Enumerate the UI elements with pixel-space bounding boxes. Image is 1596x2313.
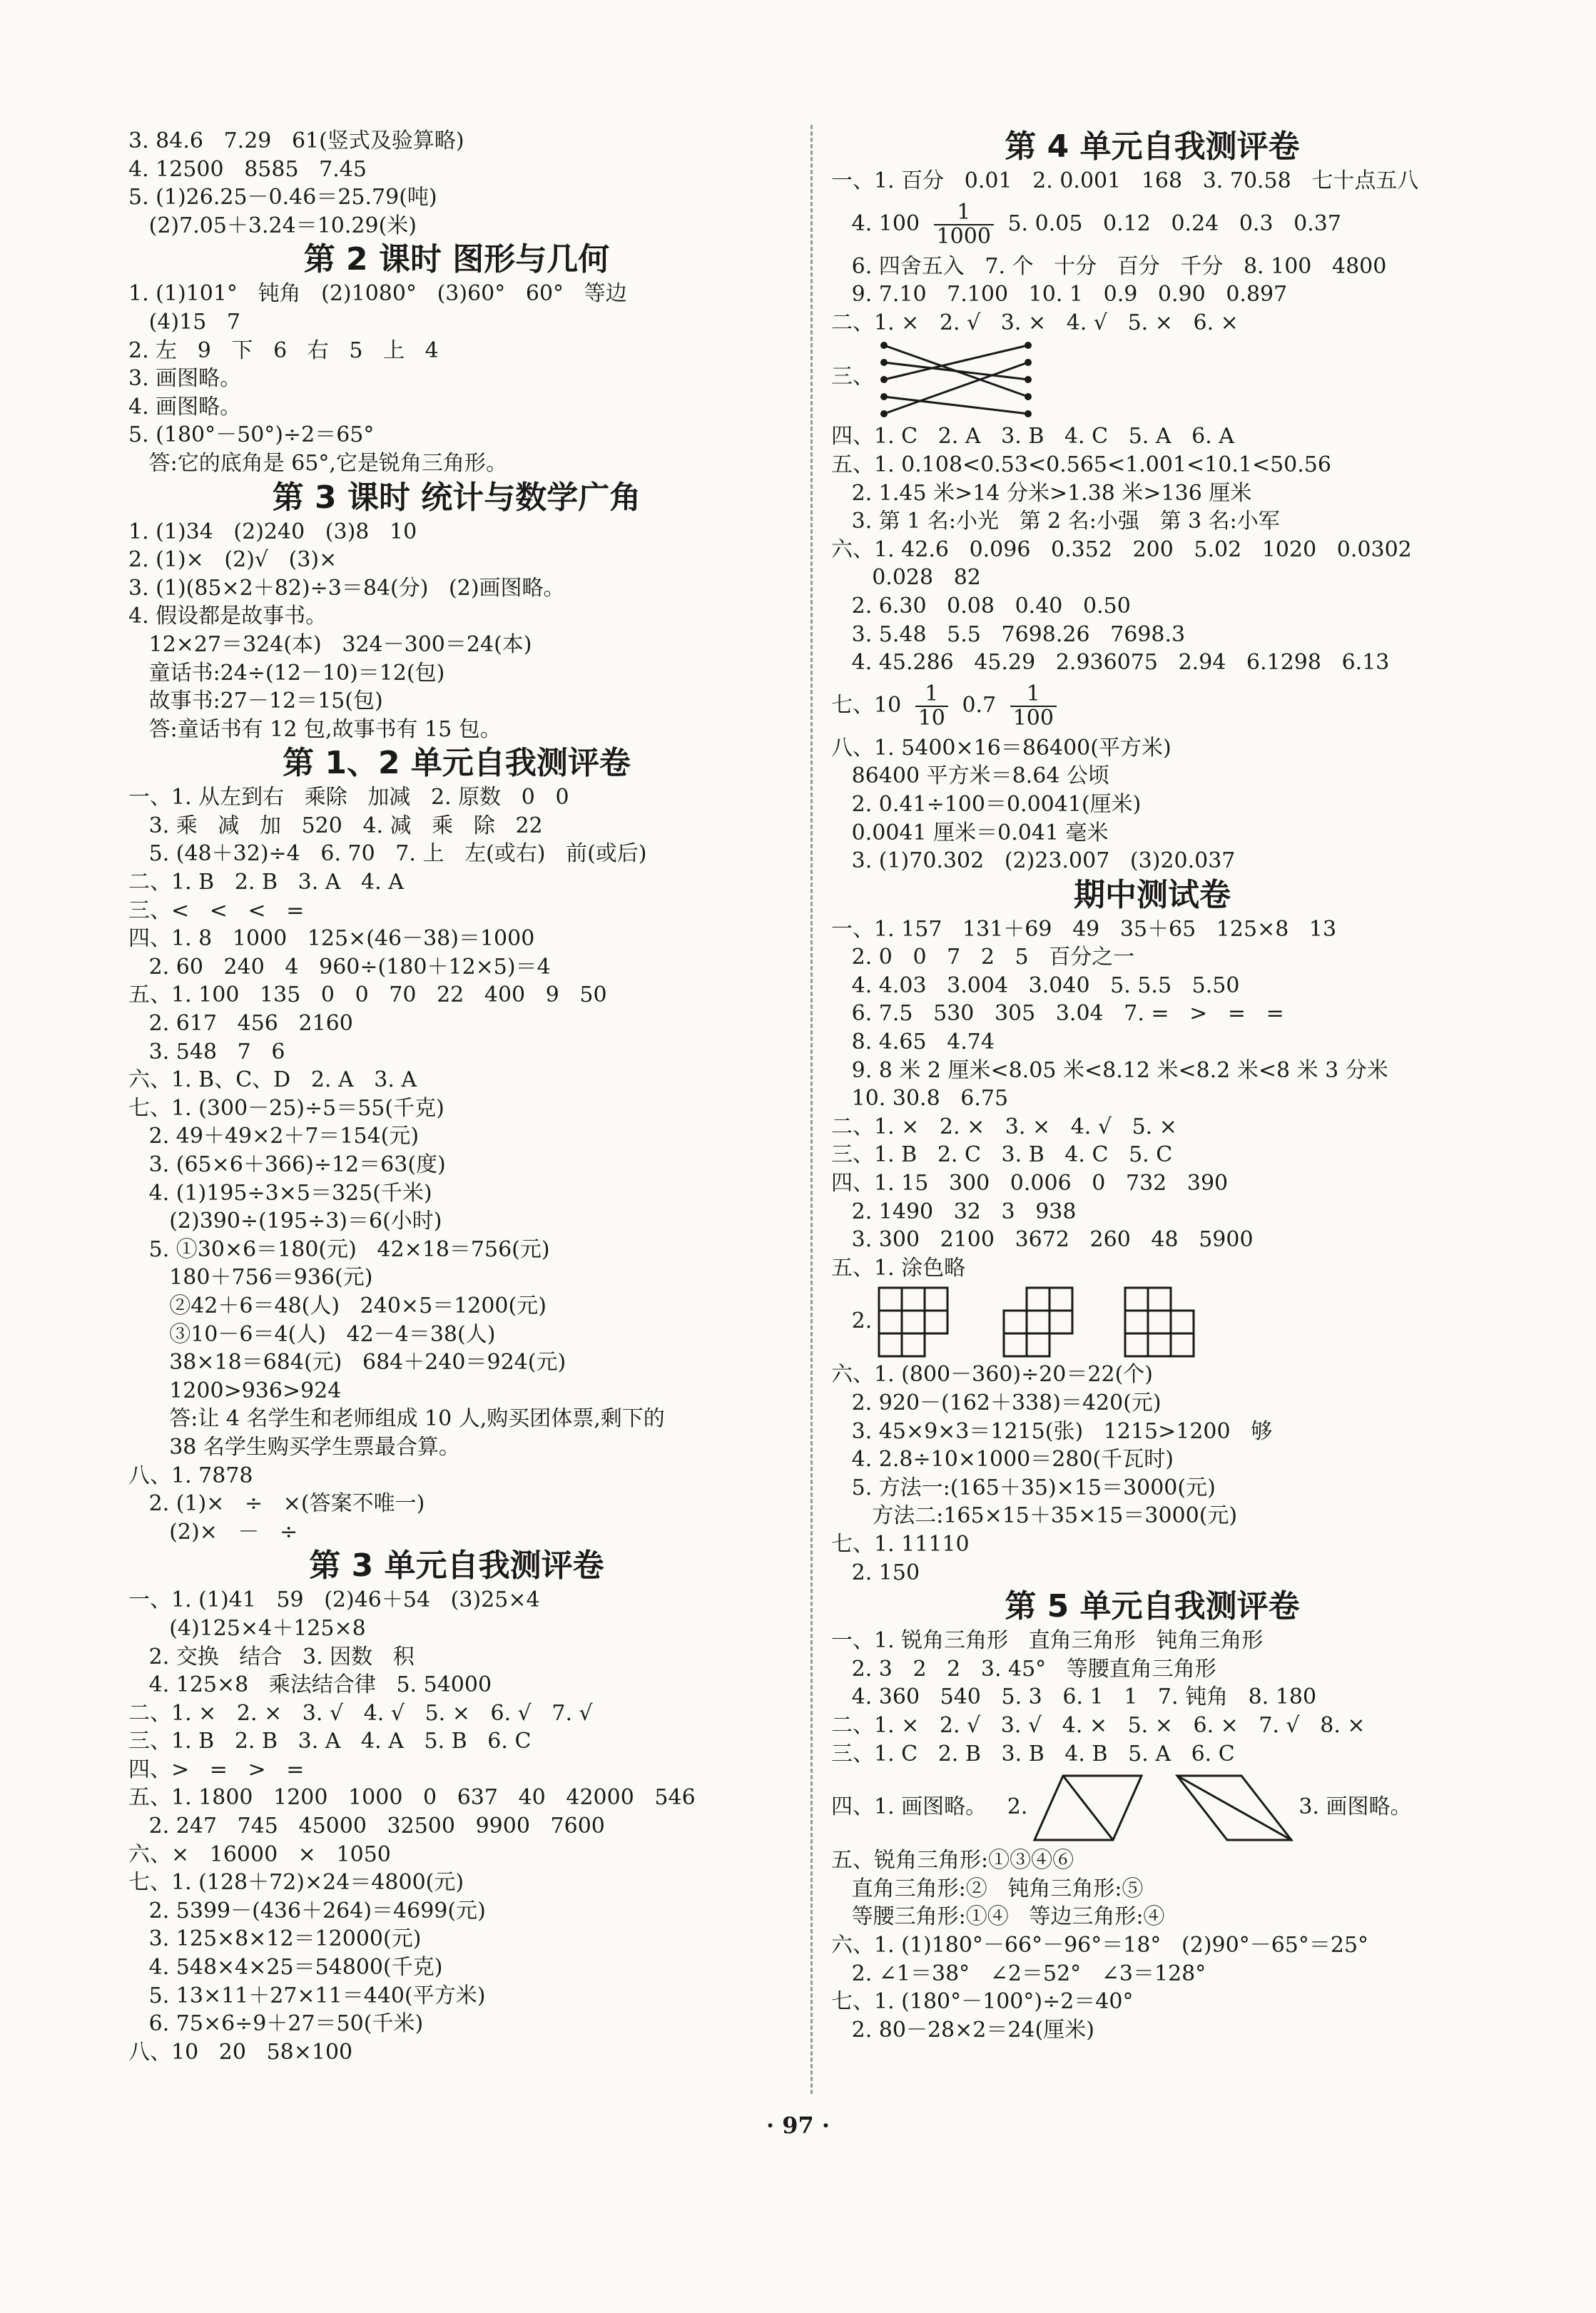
answer-text: 2.	[831, 1308, 873, 1334]
answer-line: ②42＋6＝48(人) 240×5＝1200(元)	[128, 1293, 547, 1318]
answer-line: 5. (180°－50°)÷2＝65°	[128, 422, 375, 448]
grid-cell	[925, 1311, 947, 1333]
answer-line: 2. 0.41÷100＝0.0041(厘米)	[831, 791, 1142, 817]
answer-text: 4. 100	[831, 210, 927, 236]
fraction-numerator: 1	[915, 683, 948, 707]
answer-line: 六、× 16000 × 1050	[128, 1841, 391, 1867]
matching-dot	[880, 376, 888, 383]
grid-cell	[1148, 1288, 1171, 1311]
answer-line: 4. 548×4×25＝54800(千克)	[128, 1955, 443, 1981]
page-number: · 97 ·	[766, 2112, 830, 2139]
answer-line: 二、1. × 2. √ 3. × 4. √ 5. × 6. ×	[831, 310, 1239, 335]
answer-line: 1. (1)34 (2)240 (3)8 10	[128, 519, 417, 544]
answer-line: 2. 0 0 7 2 5 百分之一	[831, 945, 1135, 970]
answer-line: 9. 8 米 2 厘米<8.05 米<8.12 米<8.2 米<8 米 3 分米	[831, 1057, 1388, 1083]
answer-line: 一、1. 锐角三角形 直角三角形 钝角三角形	[831, 1628, 1264, 1654]
answer-line: 八、1. 5400×16＝86400(平方米)	[831, 735, 1171, 761]
answer-line: 三、< < < =	[128, 898, 305, 923]
answer-line: 5. 13×11＋27×11＝440(平方米)	[128, 1983, 486, 2008]
answer-line: 六、1. (800－360)÷20＝22(个)	[831, 1362, 1153, 1388]
answer-line: 方法二:165×15＋35×15＝3000(元)	[831, 1503, 1238, 1529]
grid-cell	[902, 1333, 925, 1356]
grid-cell	[1171, 1311, 1194, 1333]
answer-line: 38×18＝684(元) 684＋240＝924(元)	[128, 1350, 566, 1376]
fraction-denominator: 10	[918, 705, 945, 731]
answer-line: 三、1. C 2. B 3. B 4. B 5. A 6. C	[831, 1741, 1235, 1766]
grid-cell	[1004, 1333, 1027, 1356]
answer-line: (4)125×4＋125×8	[128, 1615, 366, 1641]
answer-line: 10. 30.8 6.75	[831, 1086, 1009, 1112]
fraction	[934, 201, 994, 248]
answer-line: 二、1. × 2. √ 3. √ 4. × 5. × 6. × 7. √ 8. ×	[831, 1712, 1366, 1738]
answer-line: 八、10 20 58×100	[128, 2039, 353, 2065]
grid-cell	[879, 1311, 902, 1333]
column-divider	[810, 125, 813, 2094]
answer-text: 3. 画图略。	[1298, 1794, 1412, 1820]
answer-line: 八、1. 7878	[128, 1463, 253, 1488]
answer-line: 3. 84.6 7.29 61(竖式及验算略)	[128, 128, 464, 153]
answer-line: 3. 乘 减 加 520 4. 减 乘 除 22	[128, 813, 543, 838]
section-heading: 第 1、2 单元自我测评卷	[283, 745, 631, 782]
parallelogram-drawings	[1027, 1769, 1298, 1847]
answer-line: 180＋756＝936(元)	[128, 1265, 373, 1291]
answer-line: 2. ∠1＝38° ∠2＝52° ∠3＝128°	[831, 1961, 1206, 1986]
grid-cell	[1027, 1333, 1049, 1356]
matching-dot	[1025, 342, 1032, 349]
answer-line: 三、1. B 2. C 3. B 4. C 5. C	[831, 1142, 1173, 1168]
answer-line: 一、1. 157 131＋69 49 35＋65 125×8 13	[831, 916, 1337, 942]
grid-cell	[1148, 1333, 1171, 1356]
answer-line: 3. (1)70.302 (2)23.007 (3)20.037	[831, 848, 1236, 874]
fraction-denominator: 1000	[936, 223, 991, 249]
left-column	[128, 127, 785, 2066]
drawing-answer	[831, 1768, 1473, 1846]
answer-line: 六、1. 42.6 0.096 0.352 200 5.02 1020 0.0302	[831, 537, 1412, 562]
parallelogram-shape	[1177, 1776, 1291, 1840]
answer-line: 2. 5399－(436＋264)＝4699(元)	[128, 1898, 486, 1923]
answer-line: 2. 617 456 2160	[128, 1011, 353, 1037]
answer-line: 五、1. 1800 1200 1000 0 637 40 42000 546	[128, 1785, 696, 1811]
answer-line: 四、1. 8 1000 125×(46－38)＝1000	[128, 926, 535, 952]
answer-line: 故事书:27－12＝15(包)	[128, 688, 383, 714]
answer-line: 答:让 4 名学生和老师组成 10 人,购买团体票,剩下的	[128, 1406, 665, 1432]
grid-cell	[879, 1333, 902, 1356]
answer-line: 2. 左 9 下 6 右 5 上 4	[128, 337, 439, 363]
section-heading: 第 3 课时 统计与数学广角	[272, 479, 641, 516]
answer-line: 二、1. B 2. B 3. A 4. A	[128, 870, 404, 895]
answer-line: 6. 75×6÷9＋27＝50(千米)	[128, 2011, 424, 2037]
answer-line-with-fraction	[831, 195, 1473, 253]
answer-line: 1. (1)101° 钝角 (2)1080° (3)60° 60° 等边	[128, 281, 627, 307]
answer-line: 一、1. (1)41 59 (2)46＋54 (3)25×4	[128, 1587, 540, 1613]
answer-line: 86400 平方米＝8.64 公顷	[831, 763, 1109, 789]
answer-line: 2. 60 240 4 960÷(180＋12×5)＝4	[128, 954, 551, 980]
answer-line: 五、1. 涂色略	[831, 1255, 966, 1281]
section-heading: 第 4 单元自我测评卷	[1005, 128, 1300, 165]
answer-line: 9. 7.10 7.100 10. 1 0.9 0.90 0.897	[831, 282, 1288, 307]
right-column	[831, 127, 1473, 2044]
matching-dot	[1025, 393, 1032, 400]
answer-line: 0.028 82	[831, 565, 981, 591]
answer-line: 2. 1.45 米>14 分米>1.38 米>136 厘米	[831, 480, 1252, 506]
answer-line: 二、1. × 2. × 3. × 4. √ 5. ×	[831, 1114, 1177, 1139]
answer-line: 3. 画图略。	[128, 366, 242, 392]
matching-answer	[831, 337, 1473, 422]
answer-line: 3. 300 2100 3672 260 48 5900	[831, 1227, 1254, 1253]
answer-line: 4. 4.03 3.004 3.040 5. 5.5 5.50	[831, 972, 1240, 998]
answer-line: 3. (1)(85×2＋82)÷3＝84(分) (2)画图略。	[128, 575, 565, 601]
answer-line: 五、锐角三角形:①③④⑥	[831, 1848, 1074, 1874]
answer-line: 2. 6.30 0.08 0.40 0.50	[831, 593, 1131, 619]
answer-line: 3. 548 7 6	[128, 1039, 285, 1064]
answer-line: 答:童话书有 12 包,故事书有 15 包。	[128, 716, 502, 742]
answer-line: 2. (1)× ÷ ×(答案不唯一)	[128, 1491, 425, 1517]
answer-line: 4. 125×8 乘法结合律 5. 54000	[128, 1672, 492, 1698]
answer-line: 五、1. 100 135 0 0 70 22 400 9 50	[128, 982, 607, 1008]
answer-line: 2. 3 2 2 3. 45° 等腰直角三角形	[831, 1656, 1216, 1682]
answer-line: 2. 150	[831, 1560, 920, 1585]
answer-line: 等腰三角形:①④ 等边三角形:④	[831, 1904, 1165, 1930]
grid-cell	[1049, 1288, 1072, 1311]
answer-line: 2. 交换 结合 3. 因数 积	[128, 1644, 415, 1669]
answer-line: (4)15 7	[128, 309, 240, 335]
answer-line: 38 名学生购买学生票最合算。	[128, 1434, 460, 1460]
grid-cell	[1027, 1311, 1049, 1333]
answer-line: 12×27＝324(本) 324－300＝24(本)	[128, 631, 532, 657]
answer-line: 2. 920－(162＋338)＝420(元)	[831, 1391, 1162, 1415]
matching-dot	[880, 393, 888, 400]
section-heading: 第 5 单元自我测评卷	[1005, 1588, 1300, 1625]
answer-line: (2)7.05＋3.24＝10.29(米)	[128, 213, 417, 238]
answer-line: 2. 49＋49×2＋7＝154(元)	[128, 1124, 420, 1149]
answer-line: 答:它的底角是 65°,它是锐角三角形。	[128, 450, 507, 476]
answer-text: 0.7	[955, 692, 1003, 718]
matching-dot	[880, 359, 888, 366]
fraction	[915, 683, 948, 730]
answer-line: 四、1. C 2. A 3. B 4. C 5. A 6. A	[831, 424, 1234, 449]
grid-answer	[831, 1282, 1473, 1361]
fraction	[1010, 683, 1057, 730]
answer-line: 七、1. (180°－100°)÷2＝40°	[831, 1989, 1134, 2015]
answer-line: 4. 12500 8585 7.45	[128, 156, 367, 182]
matching-dot	[880, 342, 888, 349]
grid-cell	[1148, 1311, 1171, 1333]
answer-line: 0.0041 厘米＝0.041 毫米	[831, 820, 1109, 845]
matching-line	[884, 345, 1028, 380]
answer-line: 4. 画图略。	[128, 394, 242, 420]
answer-line: 七、1. (128＋72)×24＝4800(元)	[128, 1870, 464, 1896]
answer-line: 五、1. 0.108<0.53<0.565<1.001<10.1<50.56	[831, 452, 1331, 477]
answer-text: 四、1. 画图略。 2.	[831, 1794, 1028, 1820]
answer-line: 4. 45.286 45.29 2.936075 2.94 6.1298 6.13	[831, 650, 1390, 676]
answer-line: 四、1. 15 300 0.006 0 732 390	[831, 1171, 1229, 1196]
answer-line: 3. 45×9×3＝1215(张) 1215>1200 够	[831, 1418, 1273, 1444]
grid-cell	[1027, 1288, 1049, 1311]
fraction-numerator: 1	[1010, 683, 1057, 707]
section-heading: 期中测试卷	[1074, 876, 1231, 913]
answer-line: 2. 1490 32 3 938	[831, 1199, 1077, 1224]
matching-dot	[1025, 359, 1032, 366]
fraction-numerator: 1	[934, 201, 994, 225]
matching-dot	[1025, 376, 1032, 383]
answer-line: 2. (1)× (2)√ (3)×	[128, 547, 337, 573]
answer-line: 3. 5.48 5.5 7698.26 7698.3	[831, 621, 1186, 647]
answer-text: 七、10	[831, 692, 908, 718]
answer-line: 3. 第 1 名:小光 第 2 名:小强 第 3 名:小军	[831, 509, 1280, 534]
grid-cell	[1125, 1333, 1148, 1356]
answer-line: 8. 4.65 4.74	[831, 1030, 995, 1055]
answer-line: 六、1. B、C、D 2. A 3. A	[128, 1067, 417, 1093]
section-heading: 第 2 课时 图形与几何	[303, 241, 610, 278]
grid-cell	[1049, 1311, 1072, 1333]
answer-line: 3. (65×6＋366)÷12＝63(度)	[128, 1152, 446, 1177]
answer-line: 4. 2.8÷10×1000＝280(千瓦时)	[831, 1447, 1174, 1473]
grid-cell	[925, 1288, 947, 1311]
answer-line: (2)× － ÷	[128, 1519, 298, 1545]
answer-line: 4. (1)195÷3×5＝325(千米)	[128, 1180, 432, 1206]
answer-line: 七、1. 11110	[831, 1531, 970, 1557]
answer-line: ③10－6＝4(人) 42－4＝38(人)	[128, 1321, 496, 1347]
grid-cell	[879, 1288, 902, 1311]
matching-dot	[1025, 410, 1032, 417]
answer-line: 六、1. (1)180°－66°－96°＝18° (2)90°－65°＝25°	[831, 1932, 1369, 1958]
answer-line: 5. ①30×6＝180(元) 42×18＝756(元)	[128, 1236, 550, 1262]
answer-line: 二、1. × 2. × 3. √ 4. √ 5. × 6. √ 7. √	[128, 1700, 593, 1726]
answer-line: 童话书:24÷(12－10)＝12(包)	[128, 660, 445, 686]
answer-text: 5. 0.05 0.12 0.24 0.3 0.37	[1000, 210, 1341, 236]
grid-cell	[902, 1288, 925, 1311]
grid-cell	[1125, 1288, 1148, 1311]
answer-line: 6. 7.5 530 305 3.04 7. = > = =	[831, 1001, 1284, 1027]
answer-line: (2)390÷(195÷3)＝6(小时)	[128, 1209, 442, 1234]
answer-line-with-fraction	[831, 677, 1473, 734]
answer-line: 三、1. B 2. B 3. A 4. A 5. B 6. C	[128, 1729, 532, 1754]
answer-line: 4. 360 540 5. 3 6. 1 1 7. 钝角 8. 180	[831, 1684, 1317, 1710]
answer-line: 七、1. (300－25)÷5＝55(千克)	[128, 1095, 444, 1121]
answer-line: 直角三角形:② 钝角三角形:⑤	[831, 1876, 1144, 1901]
answer-line: 四、> = > =	[128, 1757, 305, 1782]
answer-line: 4. 假设都是故事书。	[128, 604, 327, 629]
answer-text: 三、	[831, 364, 874, 390]
answer-line: 6. 四舍五入 7. 个 十分 百分 千分 8. 100 4800	[831, 253, 1387, 279]
matching-dot	[880, 410, 888, 417]
grid-cell	[1125, 1311, 1148, 1333]
answer-line: 2. 247 745 45000 32500 9900 7600	[128, 1814, 605, 1839]
fraction-denominator: 100	[1012, 705, 1054, 731]
answer-line: 一、1. 从左到右 乘除 加减 2. 原数 0 0	[128, 785, 569, 810]
net-figures	[872, 1285, 1243, 1359]
answer-line: 5. (1)26.25－0.46＝25.79(吨)	[128, 185, 437, 210]
answer-line: 一、1. 百分 0.01 2. 0.001 168 3. 70.58 七十点五八	[831, 168, 1419, 193]
parallelogram-shape	[1063, 1776, 1113, 1840]
answer-line: 3. 125×8×12＝12000(元)	[128, 1926, 422, 1952]
answer-line: 2. 80－28×2＝24(厘米)	[831, 2017, 1094, 2043]
answer-line: 5. 方法一:(165＋35)×15＝3000(元)	[831, 1475, 1216, 1500]
section-heading: 第 3 单元自我测评卷	[309, 1547, 604, 1585]
grid-cell	[1004, 1311, 1027, 1333]
answer-line: 5. (48＋32)÷4 6. 70 7. 上 左(或右) 前(或后)	[128, 841, 647, 867]
matching-lines-diagram	[874, 337, 1038, 419]
grid-cell	[1171, 1333, 1194, 1356]
answer-line: 1200>936>924	[128, 1378, 342, 1403]
